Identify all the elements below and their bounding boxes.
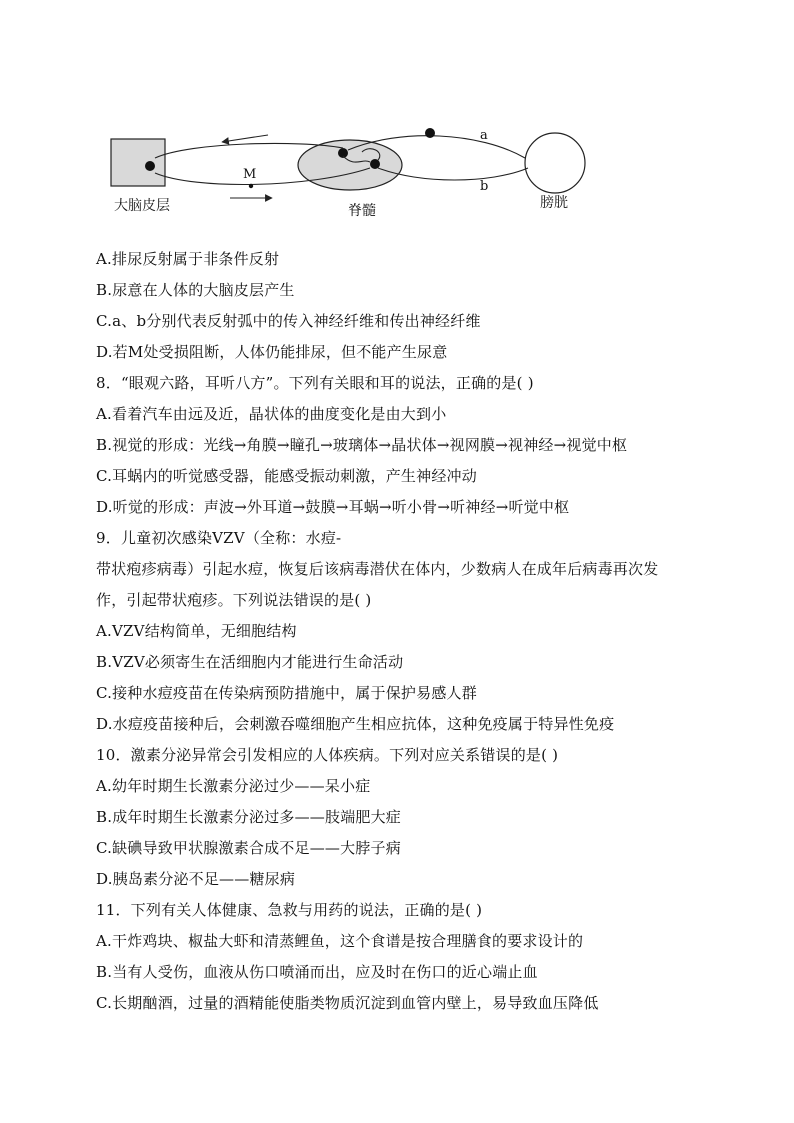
text-line: C.缺碘导致甲状腺激素合成不足——大脖子病 xyxy=(96,839,401,857)
spinal-cord-ellipse xyxy=(298,140,402,190)
label-m: M xyxy=(243,167,257,182)
label-cortex: 大脑皮层 xyxy=(114,197,170,213)
question-stem: 8．“眼观六路，耳听八方”。下列有关眼和耳的说法，正确的是( ) xyxy=(96,374,534,392)
cortex-box xyxy=(111,139,165,186)
text-line: A.VZV结构简单，无细胞结构 xyxy=(96,622,297,640)
text-line: D.胰岛素分泌不足——糖尿病 xyxy=(96,870,296,888)
text-line: D.听觉的形成：声波→外耳道→鼓膜→耳蜗→听小骨→听神经→听觉中枢 xyxy=(96,498,570,516)
text-line: C.耳蜗内的听觉感受器，能感受振动刺激，产生神经冲动 xyxy=(96,467,477,485)
text-line: C.长期酗酒，过量的酒精能使脂类物质沉淀到血管内壁上，易导致血压降低 xyxy=(96,994,599,1012)
nerve-a-ganglion xyxy=(425,128,435,138)
question-stem: 9．儿童初次感染VZV（全称：水痘- xyxy=(96,529,342,547)
question-stem: 11．下列有关人体健康、急救与用药的说法，正确的是( ) xyxy=(96,901,483,919)
text-line: D.若M处受损阻断，人体仍能排尿，但不能产生尿意 xyxy=(96,343,448,361)
reflex-arc-diagram xyxy=(100,118,600,228)
label-b: b xyxy=(480,179,489,194)
text-line: D.水痘疫苗接种后，会刺激吞噬细胞产生相应抗体，这种免疫属于特异性免疫 xyxy=(96,715,615,733)
text-line: B.当有人受伤，血液从伤口喷涌而出，应及时在伤口的近心端止血 xyxy=(96,963,538,981)
arrow-descending xyxy=(222,135,268,142)
label-a: a xyxy=(480,128,488,143)
question-stem: 作，引起带状疱疹。下列说法错误的是( ) xyxy=(96,591,372,609)
text-line: C.接种水痘疫苗在传染病预防措施中，属于保护易感人群 xyxy=(96,684,477,702)
text-line: A.幼年时期生长激素分泌过少——呆小症 xyxy=(96,777,371,795)
label-spinal: 脊髓 xyxy=(348,202,376,218)
question-stem: 带状疱疹病毒）引起水痘，恢复后该病毒潜伏在体内，少数病人在成年后病毒再次发 xyxy=(96,560,659,578)
label-bladder: 膀胱 xyxy=(540,194,568,210)
text-line: C.a、b分别代表反射弧中的传入神经纤维和传出神经纤维 xyxy=(96,312,481,330)
question-stem: 10．激素分泌异常会引发相应的人体疾病。下列对应关系错误的是( ) xyxy=(96,746,559,764)
text-line: B.视觉的形成：光线→角膜→瞳孔→玻璃体→晶状体→视网膜→视神经→视觉中枢 xyxy=(96,436,628,454)
bladder-circle xyxy=(525,133,585,193)
question-text xyxy=(96,244,696,1019)
spinal-neuron-2 xyxy=(370,159,380,169)
text-line: A.干炸鸡块、椒盐大虾和清蒸鲤鱼，这个食谱是按合理膳食的要求设计的 xyxy=(96,932,584,950)
text-line: B.成年时期生长激素分泌过多——肢端肥大症 xyxy=(96,808,401,826)
point-m xyxy=(249,184,253,188)
text-line: A.排尿反射属于非条件反射 xyxy=(96,250,280,268)
text-line: A.看着汽车由远及近，晶状体的曲度变化是由大到小 xyxy=(96,405,447,423)
text-line: B.VZV必须寄生在活细胞内才能进行生命活动 xyxy=(96,653,404,671)
cortex-neuron xyxy=(145,161,155,171)
text-line: B.尿意在人体的大脑皮层产生 xyxy=(96,281,295,299)
